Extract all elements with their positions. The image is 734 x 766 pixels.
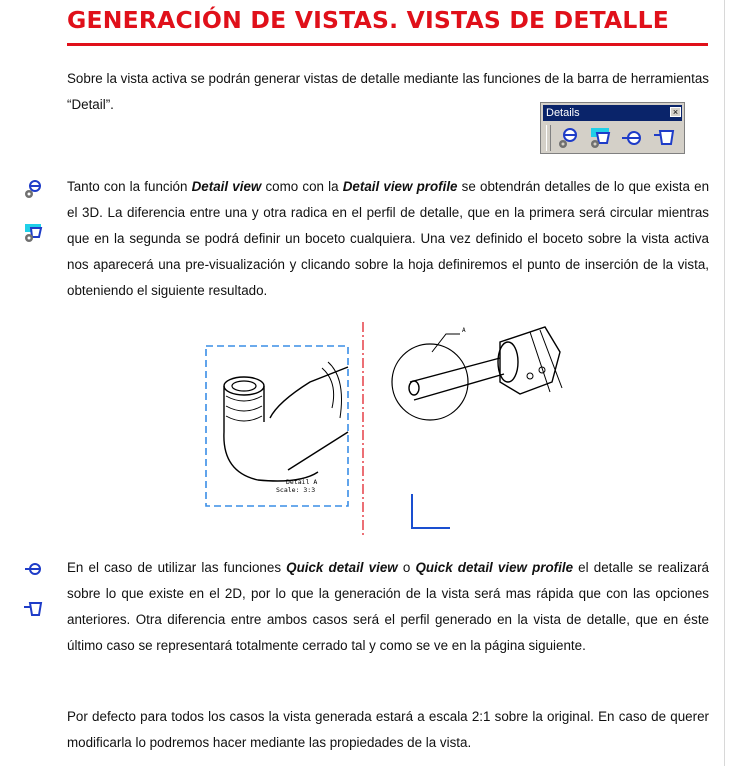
detail-view-icon — [22, 178, 44, 200]
quick-detail-view-icon — [22, 558, 44, 580]
p2-text-1: Tanto con la función — [67, 179, 192, 194]
callout-label: A — [462, 327, 466, 334]
p2-text-2: como con la — [261, 179, 343, 194]
paragraph-intro: Sobre la vista activa se podrán generar vistas de detalle mediante las funciones de la barra de herramientas “Detail”. — [67, 71, 709, 112]
title-underline — [67, 43, 708, 46]
quick-detail-view-profile-icon — [22, 598, 44, 620]
details-toolbar — [540, 102, 685, 154]
quick-detail-view-profile-icon[interactable] — [651, 125, 677, 151]
detail-view-profile-icon — [22, 222, 44, 244]
detail-view-figure — [200, 322, 580, 537]
toolbar-close-button[interactable]: × — [670, 107, 681, 117]
scale-label: Scale: 3:3 — [276, 486, 316, 494]
paragraph-detail-view — [67, 174, 709, 304]
p2-term-detail-view: Detail view — [191, 179, 262, 194]
paragraph-quick-detail-view — [67, 555, 709, 659]
toolbar-grip[interactable] — [546, 125, 551, 151]
p3-text-3: el detalle se realizará sobre lo que existe en el 2D, por lo que la generación de la vista será mas rápida que con las opciones anteriores. Otra diferencia entre ambos casos será el perfil generado en la vista de detalle, que en éste último caso se representará totalmente cerrado tal y como se ve en la página siguiente. — [67, 560, 710, 653]
detail-view-profile-icon[interactable] — [587, 125, 613, 151]
p3-term-quick-detail-view-profile: Quick detail view profile — [415, 560, 574, 575]
p3-text-2: o — [397, 560, 416, 575]
toolbar-title: Details — [546, 107, 580, 119]
p2-text-3: se obtendrán detalles de lo que exista en el 3D. La diferencia entre una y otra radica en el perfil de detalle, que en la primera será circular mientras que en la segunda se podrá definir un boceto cualquiera. Una vez definido el boceto sobre la vista activa nos aparecerá una pre-visualización y clicando sobre la hoja definiremos el punto de inserción de la vista, obteniendo el siguiente resultado. — [67, 179, 710, 298]
p3-text-1: En el caso de utilizar las funciones — [67, 560, 287, 575]
p3-term-quick-detail-view: Quick detail view — [286, 560, 398, 575]
detail-label: Detail A — [286, 478, 318, 486]
toolbar-titlebar — [543, 105, 682, 121]
paragraph-default-scale: Por defecto para todos los casos la vista generada estará a escala 2:1 sobre la original. En caso de querer modificarla lo podremos hacer mediante las propiedades de la vista. — [67, 709, 709, 750]
page-title: GENERACIÓN DE VISTAS. VISTAS DE DETALLE — [67, 6, 670, 34]
detail-view-icon[interactable] — [555, 125, 581, 151]
quick-detail-view-icon[interactable] — [619, 125, 645, 151]
p2-term-detail-view-profile: Detail view profile — [342, 179, 458, 194]
